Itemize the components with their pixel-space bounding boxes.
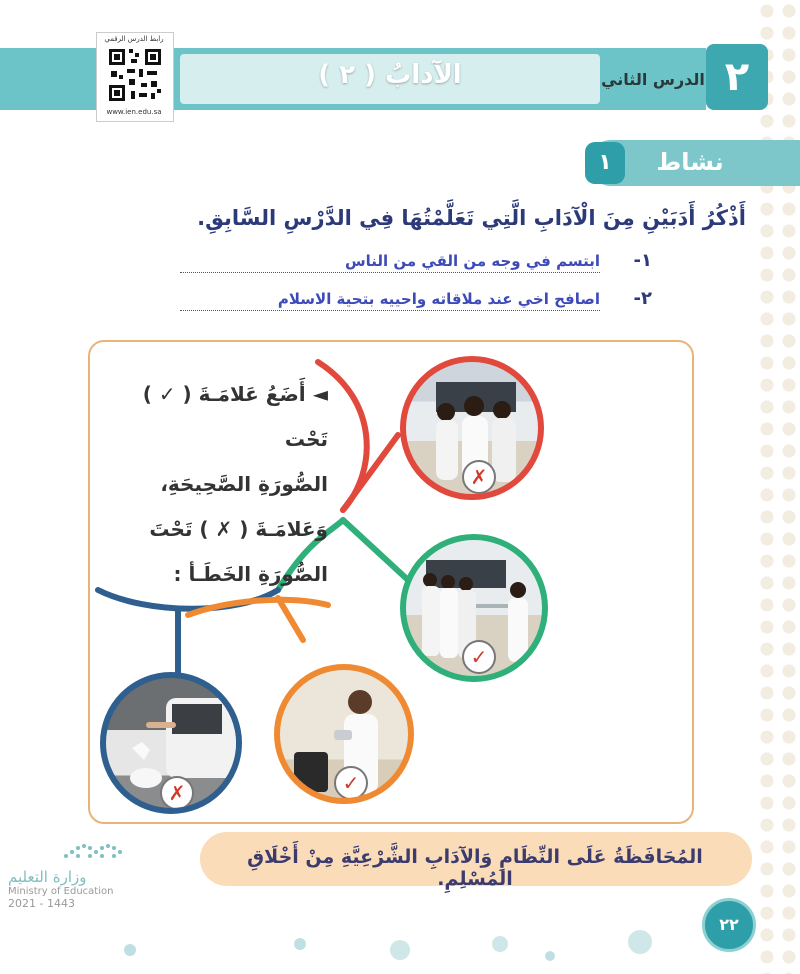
answer-text: اصافح اخي عند ملاقاته واحييه بتحية الاسلام (277, 290, 600, 308)
mark[interactable]: ✓ (462, 640, 496, 674)
activity-prompt: أَذْكُرُ أَدَبَيْنِ مِنَ الْآدَابِ الَّتِي تَعَلَّمْتُهَا فِي الدَّرْسِ السَّابِقِ. (197, 206, 746, 230)
instruction-line: ◄ أَضَعُ عَلامَـةَ ( ✓ ) تَحْت (142, 382, 328, 451)
mark[interactable]: ✗ (462, 460, 496, 494)
qr-caption: رابط الدرس الرقمي (104, 35, 164, 43)
photo-boy-trash-bin (274, 664, 414, 804)
photo-car-littering (100, 672, 242, 814)
lesson-label: الدرس الثاني (601, 70, 705, 89)
mark[interactable]: ✓ (334, 766, 368, 800)
answer-number: ٢- (633, 288, 652, 309)
activity-label: نشاط (656, 148, 724, 176)
activity-number: ١ (585, 142, 625, 184)
instruction-line: الصُّورَةِ الخَطَـأ : (173, 562, 328, 586)
instruction-line: الصُّورَةِ الصَّحِيحَةِ، (160, 472, 328, 496)
page-number: ٢٢ (702, 898, 756, 952)
ministry-name-en: Ministry of Education (8, 886, 114, 897)
qr-url: www.ien.edu.sa (106, 108, 162, 116)
instruction-line: وَعَلامَـةَ ( ✗ ) تَحْتَ (149, 517, 328, 541)
ministry-block (8, 868, 138, 910)
answer-line[interactable] (180, 290, 600, 311)
edition-year: 2021 - 1443 (8, 897, 75, 910)
exercise-instruction (110, 372, 328, 597)
lesson-number: ٢ (706, 44, 768, 110)
decorative-rosettes (120, 928, 700, 968)
answer-text: ابتسم في وجه من القي من الناس (344, 252, 600, 270)
photo-crowding-boys (400, 356, 544, 500)
ministry-name-ar: وزارة التعليم (8, 868, 87, 886)
answer-number: ١- (633, 250, 652, 271)
answer-line[interactable] (180, 252, 600, 273)
mark[interactable]: ✗ (160, 776, 194, 810)
moral-text: المُحَافَظَةُ عَلَى النِّظَامِ وَالآدَابِ الشَّرْعِيَّةِ مِنْ أَخْلَاقِ المُسْلِمِ. (247, 846, 703, 890)
photo-boys-in-line (400, 534, 548, 682)
ministry-logo-icon (60, 836, 130, 866)
lesson-title: الآدابُ ( ٢ ) (318, 60, 462, 90)
